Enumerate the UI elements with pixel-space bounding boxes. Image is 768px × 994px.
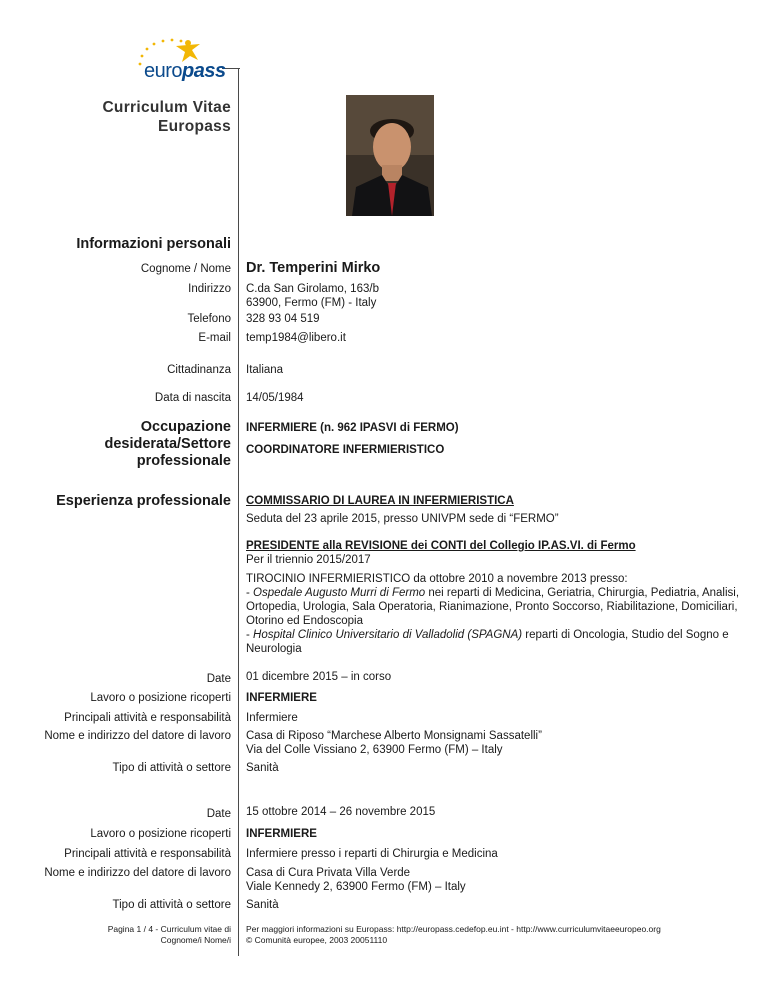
commissario-text: Seduta del 23 aprile 2015, presso UNIVPM sede di “FERMO”: [246, 513, 559, 525]
full-name: Dr. Temperini Mirko: [246, 260, 381, 276]
citizenship-label: Cittadinanza: [167, 364, 231, 376]
email-value: temp1984@libero.it: [246, 332, 346, 344]
europass-logo: [130, 34, 226, 84]
birthdate-value: 14/05/1984: [246, 392, 304, 404]
job-2-activities-label: Principali attività e responsabilità: [64, 848, 231, 860]
presidente-text: Per il triennio 2015/2017: [246, 554, 371, 566]
email-label: E-mail: [198, 332, 231, 344]
job-2-date-label: Date: [206, 808, 231, 820]
job-1-position-label: Lavoro o posizione ricoperti: [90, 692, 231, 704]
job-1-sector-label: Tipo di attività o settore: [112, 762, 231, 774]
tirocinio-line-2: - Ospedale Augusto Murri di Fermo nei reparti di Medicina, Geriatria, Chirurgia, Pediatria, Analisi,: [246, 587, 740, 599]
job-2-position-label: Lavoro o posizione ricoperti: [90, 828, 231, 840]
job-2-employer-line-1: Casa di Cura Privata Villa Verde: [246, 867, 411, 879]
job-1-activities-label: Principali attività e responsabilità: [64, 712, 231, 724]
presidente-title: PRESIDENTE alla REVISIONE dei CONTI del Collegio IP.AS.VI. di Fermo: [246, 540, 636, 552]
footer-page-info: Pagina 1 / 4 - Curriculum vitae di Cognome/i Nome/i: [107, 924, 231, 945]
phone-value: 328 93 04 519: [246, 313, 320, 325]
section-experience: Esperienza professionale: [56, 493, 231, 509]
job-2-employer-label: Nome e indirizzo del datore di lavoro: [44, 867, 231, 879]
job-2-sector: Sanità: [246, 899, 279, 911]
tirocinio-line-3: Ortopedia, Urologia, Sala Operatoria, Rianimazione, Pronto Soccorso, Riabilitazione, Domiciliari,: [246, 601, 738, 613]
job-1-sector: Sanità: [246, 762, 279, 774]
tirocinio-line-6: Neurologia: [246, 643, 302, 655]
job-2-employer-line-2: Viale Kennedy 2, 63900 Fermo (FM) – Italy: [246, 881, 466, 893]
address-label: Indirizzo: [188, 283, 231, 295]
job-2-position: INFERMIERE: [246, 828, 317, 840]
address-line-1: C.da San Girolamo, 163/b: [246, 283, 379, 295]
job-1-date-label: Date: [206, 673, 231, 685]
footer-europass-info: Per maggiori informazioni su Europass: http://europass.cedefop.eu.int - http://www.curriculumvitaeeuropeo.org © Comunità europee, 2003 20051110: [246, 924, 661, 945]
job-2-sector-label: Tipo di attività o settore: [112, 899, 231, 911]
job-2-activities: Infermiere presso i reparti di Chirurgia e Medicina: [246, 848, 498, 860]
occupation-line-1: INFERMIERE (n. 962 IPASVI di FERMO): [246, 422, 459, 434]
job-1-employer-label: Nome e indirizzo del datore di lavoro: [44, 730, 231, 742]
vertical-divider: [238, 68, 239, 956]
cv-title: Curriculum Vitae Europass: [102, 99, 231, 135]
commissario-title: COMMISSARIO DI LAUREA IN INFERMIERISTICA: [246, 495, 514, 507]
address-line-2: 63900, Fermo (FM) - Italy: [246, 297, 377, 309]
name-label: Cognome / Nome: [140, 263, 231, 275]
tirocinio-line-5: - Hospital Clinico Universitario di Valladolid (SPAGNA) reparti di Oncologia, Studio del Sogno e: [246, 629, 729, 641]
section-personal-info: Informazioni personali: [76, 236, 231, 252]
occupation-line-2: COORDINATORE INFERMIERISTICO: [246, 444, 445, 456]
europass-wordmark: europass: [144, 60, 226, 82]
birthdate-label: Data di nascita: [154, 392, 231, 404]
job-1-employer-line-1: Casa di Riposo “Marchese Alberto Monsignami Sassatelli”: [246, 730, 542, 742]
job-1-date: 01 dicembre 2015 – in corso: [246, 671, 392, 683]
citizenship-value: Italiana: [246, 364, 284, 376]
job-2-date: 15 ottobre 2014 – 26 novembre 2015: [246, 806, 436, 818]
profile-photo: [346, 95, 434, 216]
job-1-position: INFERMIERE: [246, 692, 317, 704]
occupation-label: Occupazione desiderata/Settore professionale: [104, 419, 231, 469]
tirocinio-line-4: Otorino ed Endoscopia: [246, 615, 363, 627]
phone-label: Telefono: [187, 313, 231, 325]
job-1-employer-line-2: Via del Colle Vissiano 2, 63900 Fermo (FM) – Italy: [246, 744, 503, 756]
tirocinio-line-1: TIROCINIO INFERMIERISTICO da ottobre 2010 a novembre 2013 presso:: [246, 573, 628, 585]
job-1-activities: Infermiere: [246, 712, 298, 724]
